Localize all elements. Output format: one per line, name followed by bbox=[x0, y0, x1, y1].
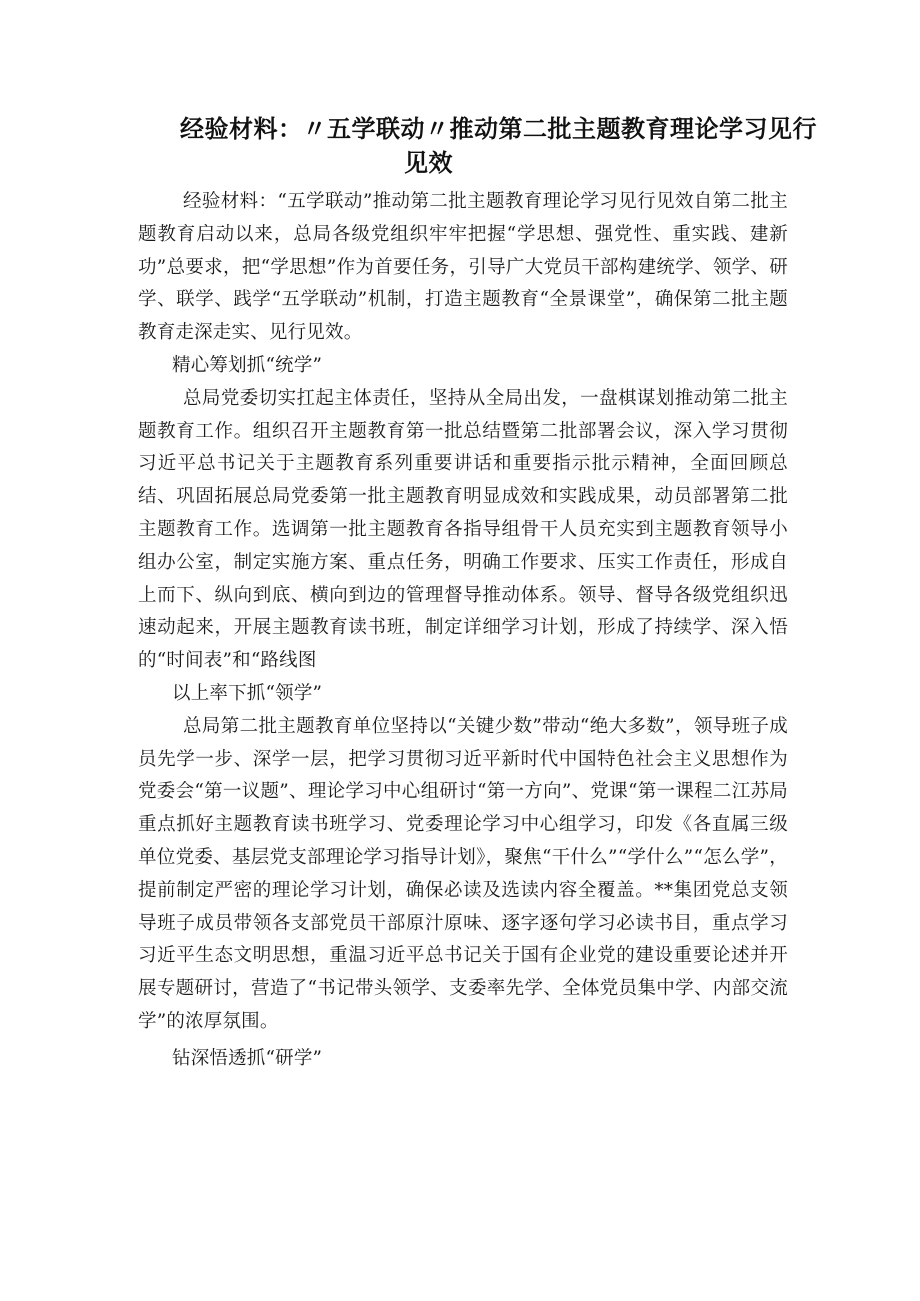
title-line-2: 见效 bbox=[404, 149, 453, 177]
document-body bbox=[138, 186, 788, 1076]
body-paragraph-tongxue: 总局党委切实扛起主体责任，坚持从全局出发，一盘棋谋划推动第二批主题教育工作。组织召开主题教育第一批总结暨第二批部署会议，深入学习贯彻习近平总书记关于主题教育系列重要讲话和重要指示批示精神，全面回顾总结、巩固拓展总局党委第一批主题教育明显成效和实践成果，动员部署第二批主题教育工作。选调第一批主题教育各指导组骨干人员充实到主题教育领导小组办公室，制定实施方案、重点任务，明确工作要求、压实工作责任，形成自上而下、纵向到底、横向到边的管理督导推动体系。领导、督导各级党组织迅速动起来，开展主题教育读书班，制定详细学习计划，形成了持续学、深入悟的“时间表”和“路线图 bbox=[138, 387, 788, 672]
section-heading-yanxue: 钻深悟透抓“研学” bbox=[172, 1047, 323, 1069]
body-paragraph-lingxue: 总局第二批主题教育单位坚持以“关键少数”带动“绝大多数”，领导班子成员先学一步、深学一层，把学习贯彻习近平新时代中国特色社会主义思想作为党委会“第一议题”、理论学习中心组研讨“第一方向”、党课“第一课程二江苏局重点抓好主题教育读书班学习、党委理论学习中心组学习，印发《各直属三级单位党委、基层党支部理论学习指导计划》，聚焦“干什么”“学什么”“怎么学”，提前制定严密的理论学习计划，确保必读及选读内容全覆盖。**集团党总支领导班子成员带领各支部党员干部原汁原味、逐字逐句学习必读书目，重点学习习近平生态文明思想，重温习近平总书记关于国有企业党的建设重要论述并开展专题研讨，营造了“书记带头领学、支委率先学、全体党员集中学、内部交流学”的浓厚氛围。 bbox=[138, 715, 788, 1032]
title-line-1: 经验材料：〃五学联动〃推动第二批主题教育理论学习见行 bbox=[180, 115, 817, 143]
intro-paragraph: 经验材料：“五学联动”推动第二批主题教育理论学习见行见效自第二批主题教育启动以来，总局各级党组织牢牢把握“学思想、强党性、重实践、建新功”总要求，把“学思想”作为首要任务，引导广大党员干部构建统学、领学、研学、联学、践学“五学联动”机制，打造主题教育“全景课堂”，确保第二批主题教育走深走实、见行见效。 bbox=[138, 191, 788, 344]
section-heading-lingxue: 以上率下抓“领学” bbox=[172, 682, 323, 704]
section-heading-tongxue: 精心筹划抓“统学” bbox=[172, 354, 323, 376]
document-title bbox=[180, 112, 817, 180]
